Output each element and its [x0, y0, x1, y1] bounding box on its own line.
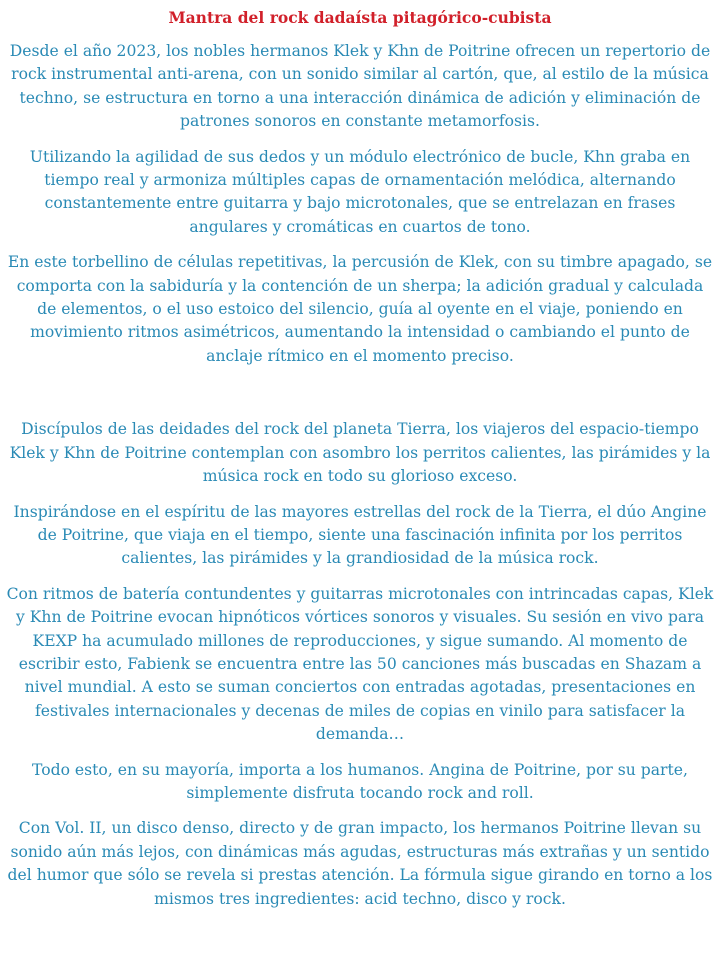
paragraph-body-4: Todo esto, en su mayoría, importa a los humanos. Angina de Poitrine, por su parte, simplemente disfruta tocando rock and roll.: [32, 760, 688, 802]
page-title: Mantra del rock dadaísta pitagórico-cubista: [168, 8, 552, 27]
paragraph-body-1: Discípulos de las deidades del rock del planeta Tierra, los viajeros del espacio-tiempo Klek y Khn de Poitrine contemplan con asombro los perritos calientes, las pirámides y la música rock en todo su glorioso exceso.: [9, 420, 711, 486]
paragraph-body-5: Con Vol. II, un disco denso, directo y de gran impacto, los hermanos Poitrine llevan su sonido aún más lejos, con dinámicas más agudas, estructuras más extrañas y un sentido del humor que sólo se revela si prestas atención. La fórmula sigue girando en torno a los mismos tres ingredientes: acid techno, disco y rock.: [7, 819, 713, 908]
paragraph-intro-2: Utilizando la agilidad de sus dedos y un módulo electrónico de bucle, Khn graba en tiempo real y armoniza múltiples capas de ornamentación melódica, alternando constantemente entre guitarra y bajo microtonales, que se entrelazan en frases angulares y cromáticas en cuartos de tono.: [29, 147, 691, 236]
paragraph-intro-1: Desde el año 2023, los nobles hermanos Klek y Khn de Poitrine ofrecen un repertorio de rock instrumental anti-arena, con un sonido similar al cartón, que, al estilo de la música techno, se estructura en torno a una interacción dinámica de adición y eliminación de patrones sonoros en constante metamorfosis.: [9, 42, 711, 131]
paragraph-intro-3: En este torbellino de células repetitivas, la percusión de Klek, con su timbre apagado, se comporta con la sabiduría y la contención de un sherpa; la adición gradual y calculada de elementos, o el uso estoico del silencio, guía al oyente en el viaje, poniendo en movimiento ritmos asimétricos, aumentando la intensidad o cambiando el punto de anclaje rítmico en el momento preciso.: [7, 253, 713, 365]
paragraph-body-3: Con ritmos de batería contundentes y guitarras microtonales con intrincadas capas, Klek y Khn de Poitrine evocan hipnóticos vórtices sonoros y visuales. Su sesión en vivo para KEXP ha acumulado millones de reproducciones, y sigue sumando. Al momento de escribir esto, Fabienk se encuentra entre las 50 canciones más buscadas en Shazam a nivel mundial. A esto se suman conciertos con entradas agotadas, presentaciones en festivales internacionales y decenas de miles de copias en vinilo para satisfacer la demanda…: [6, 584, 714, 744]
paragraph-body-2: Inspirándose en el espíritu de las mayores estrellas del rock de la Tierra, el dúo Angine de Poitrine, que viaja en el tiempo, siente una fascinación infinita por los perritos calientes, las pirámides y la grandiosidad de la música rock.: [13, 502, 707, 568]
section-spacer: [6, 380, 714, 418]
